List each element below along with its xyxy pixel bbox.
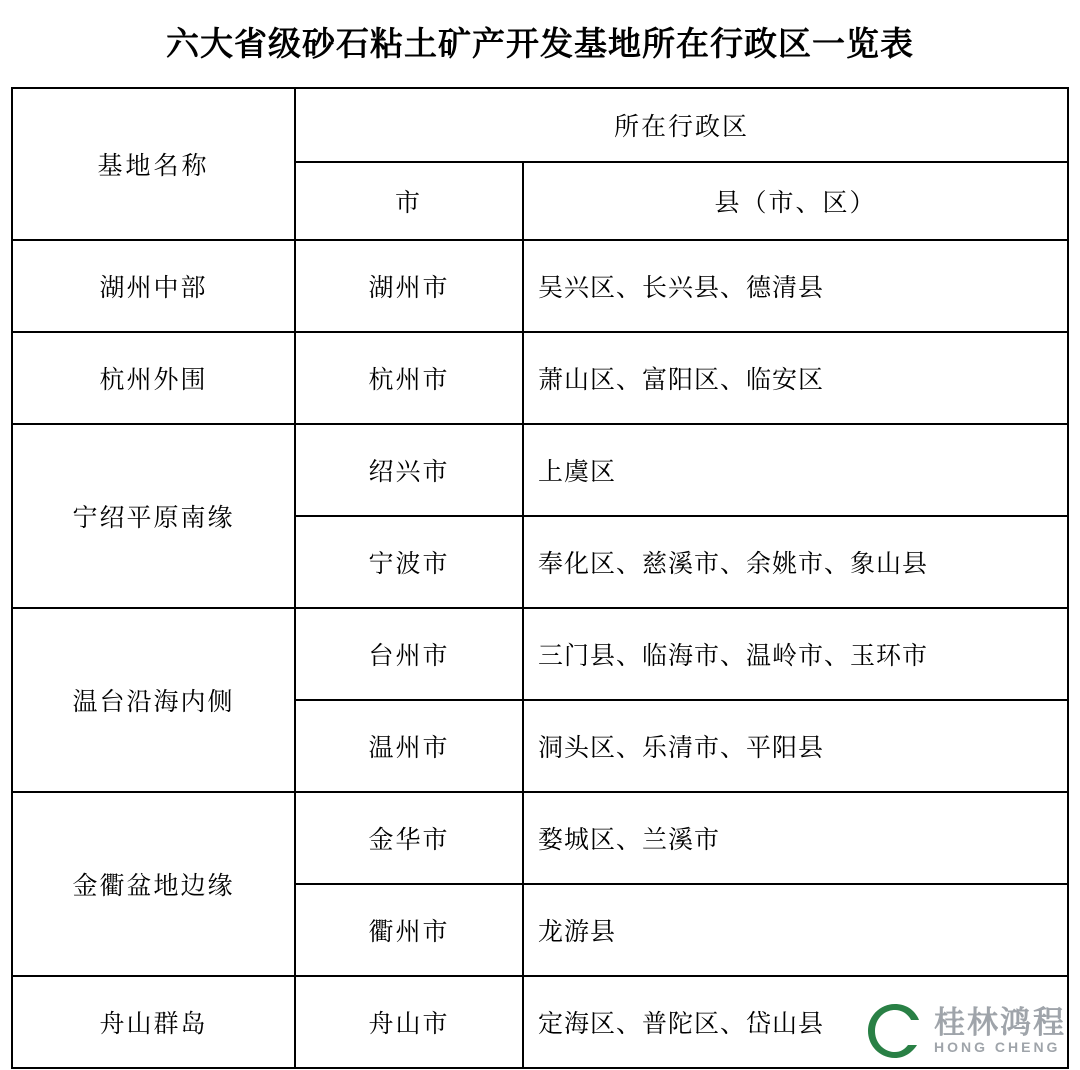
table-header-row-1 bbox=[12, 88, 1068, 162]
header-base-name: 基地名称 bbox=[12, 88, 295, 240]
cell-base-name: 金衢盆地边缘 bbox=[12, 792, 295, 976]
cell-city: 台州市 bbox=[295, 608, 523, 700]
cell-counties: 龙游县 bbox=[523, 884, 1068, 976]
cell-city: 温州市 bbox=[295, 700, 523, 792]
cell-base-name: 湖州中部 bbox=[12, 240, 295, 332]
cell-counties: 定海区、普陀区、岱山县 bbox=[523, 976, 1068, 1068]
cell-base-name: 舟山群岛 bbox=[12, 976, 295, 1068]
watermark-name-en: HONG CHENG bbox=[934, 1038, 1061, 1055]
page-title: 六大省级砂石粘土矿产开发基地所在行政区一览表 bbox=[166, 27, 914, 63]
cell-city: 宁波市 bbox=[295, 516, 523, 608]
table-row bbox=[12, 976, 1068, 1068]
cell-city: 绍兴市 bbox=[295, 424, 523, 516]
cell-base-name: 宁绍平原南缘 bbox=[12, 424, 295, 608]
cell-base-name: 温台沿海内侧 bbox=[12, 608, 295, 792]
header-county: 县（市、区） bbox=[523, 162, 1068, 240]
cell-counties: 三门县、临海市、温岭市、玉环市 bbox=[523, 608, 1068, 700]
cell-counties: 上虞区 bbox=[523, 424, 1068, 516]
table-row bbox=[12, 608, 1068, 700]
cell-city: 金华市 bbox=[295, 792, 523, 884]
mining-base-region-table bbox=[11, 87, 1069, 1069]
table-row bbox=[12, 332, 1068, 424]
cell-city: 杭州市 bbox=[295, 332, 523, 424]
table-row bbox=[12, 424, 1068, 516]
cell-counties: 洞头区、乐清市、平阳县 bbox=[523, 700, 1068, 792]
table-row bbox=[12, 240, 1068, 332]
watermark-name-cn: 桂林鸿程 bbox=[934, 1005, 1066, 1041]
cell-city: 舟山市 bbox=[295, 976, 523, 1068]
cell-counties: 婺城区、兰溪市 bbox=[523, 792, 1068, 884]
cell-counties: 奉化区、慈溪市、余姚市、象山县 bbox=[523, 516, 1068, 608]
cell-city: 衢州市 bbox=[295, 884, 523, 976]
cell-counties: 萧山区、富阳区、临安区 bbox=[523, 332, 1068, 424]
header-city: 市 bbox=[295, 162, 523, 240]
cell-base-name: 杭州外围 bbox=[12, 332, 295, 424]
header-region-group: 所在行政区 bbox=[295, 88, 1068, 162]
cell-city: 湖州市 bbox=[295, 240, 523, 332]
table-row bbox=[12, 792, 1068, 884]
cell-counties: 吴兴区、长兴县、德清县 bbox=[523, 240, 1068, 332]
table-body bbox=[12, 88, 1068, 1068]
